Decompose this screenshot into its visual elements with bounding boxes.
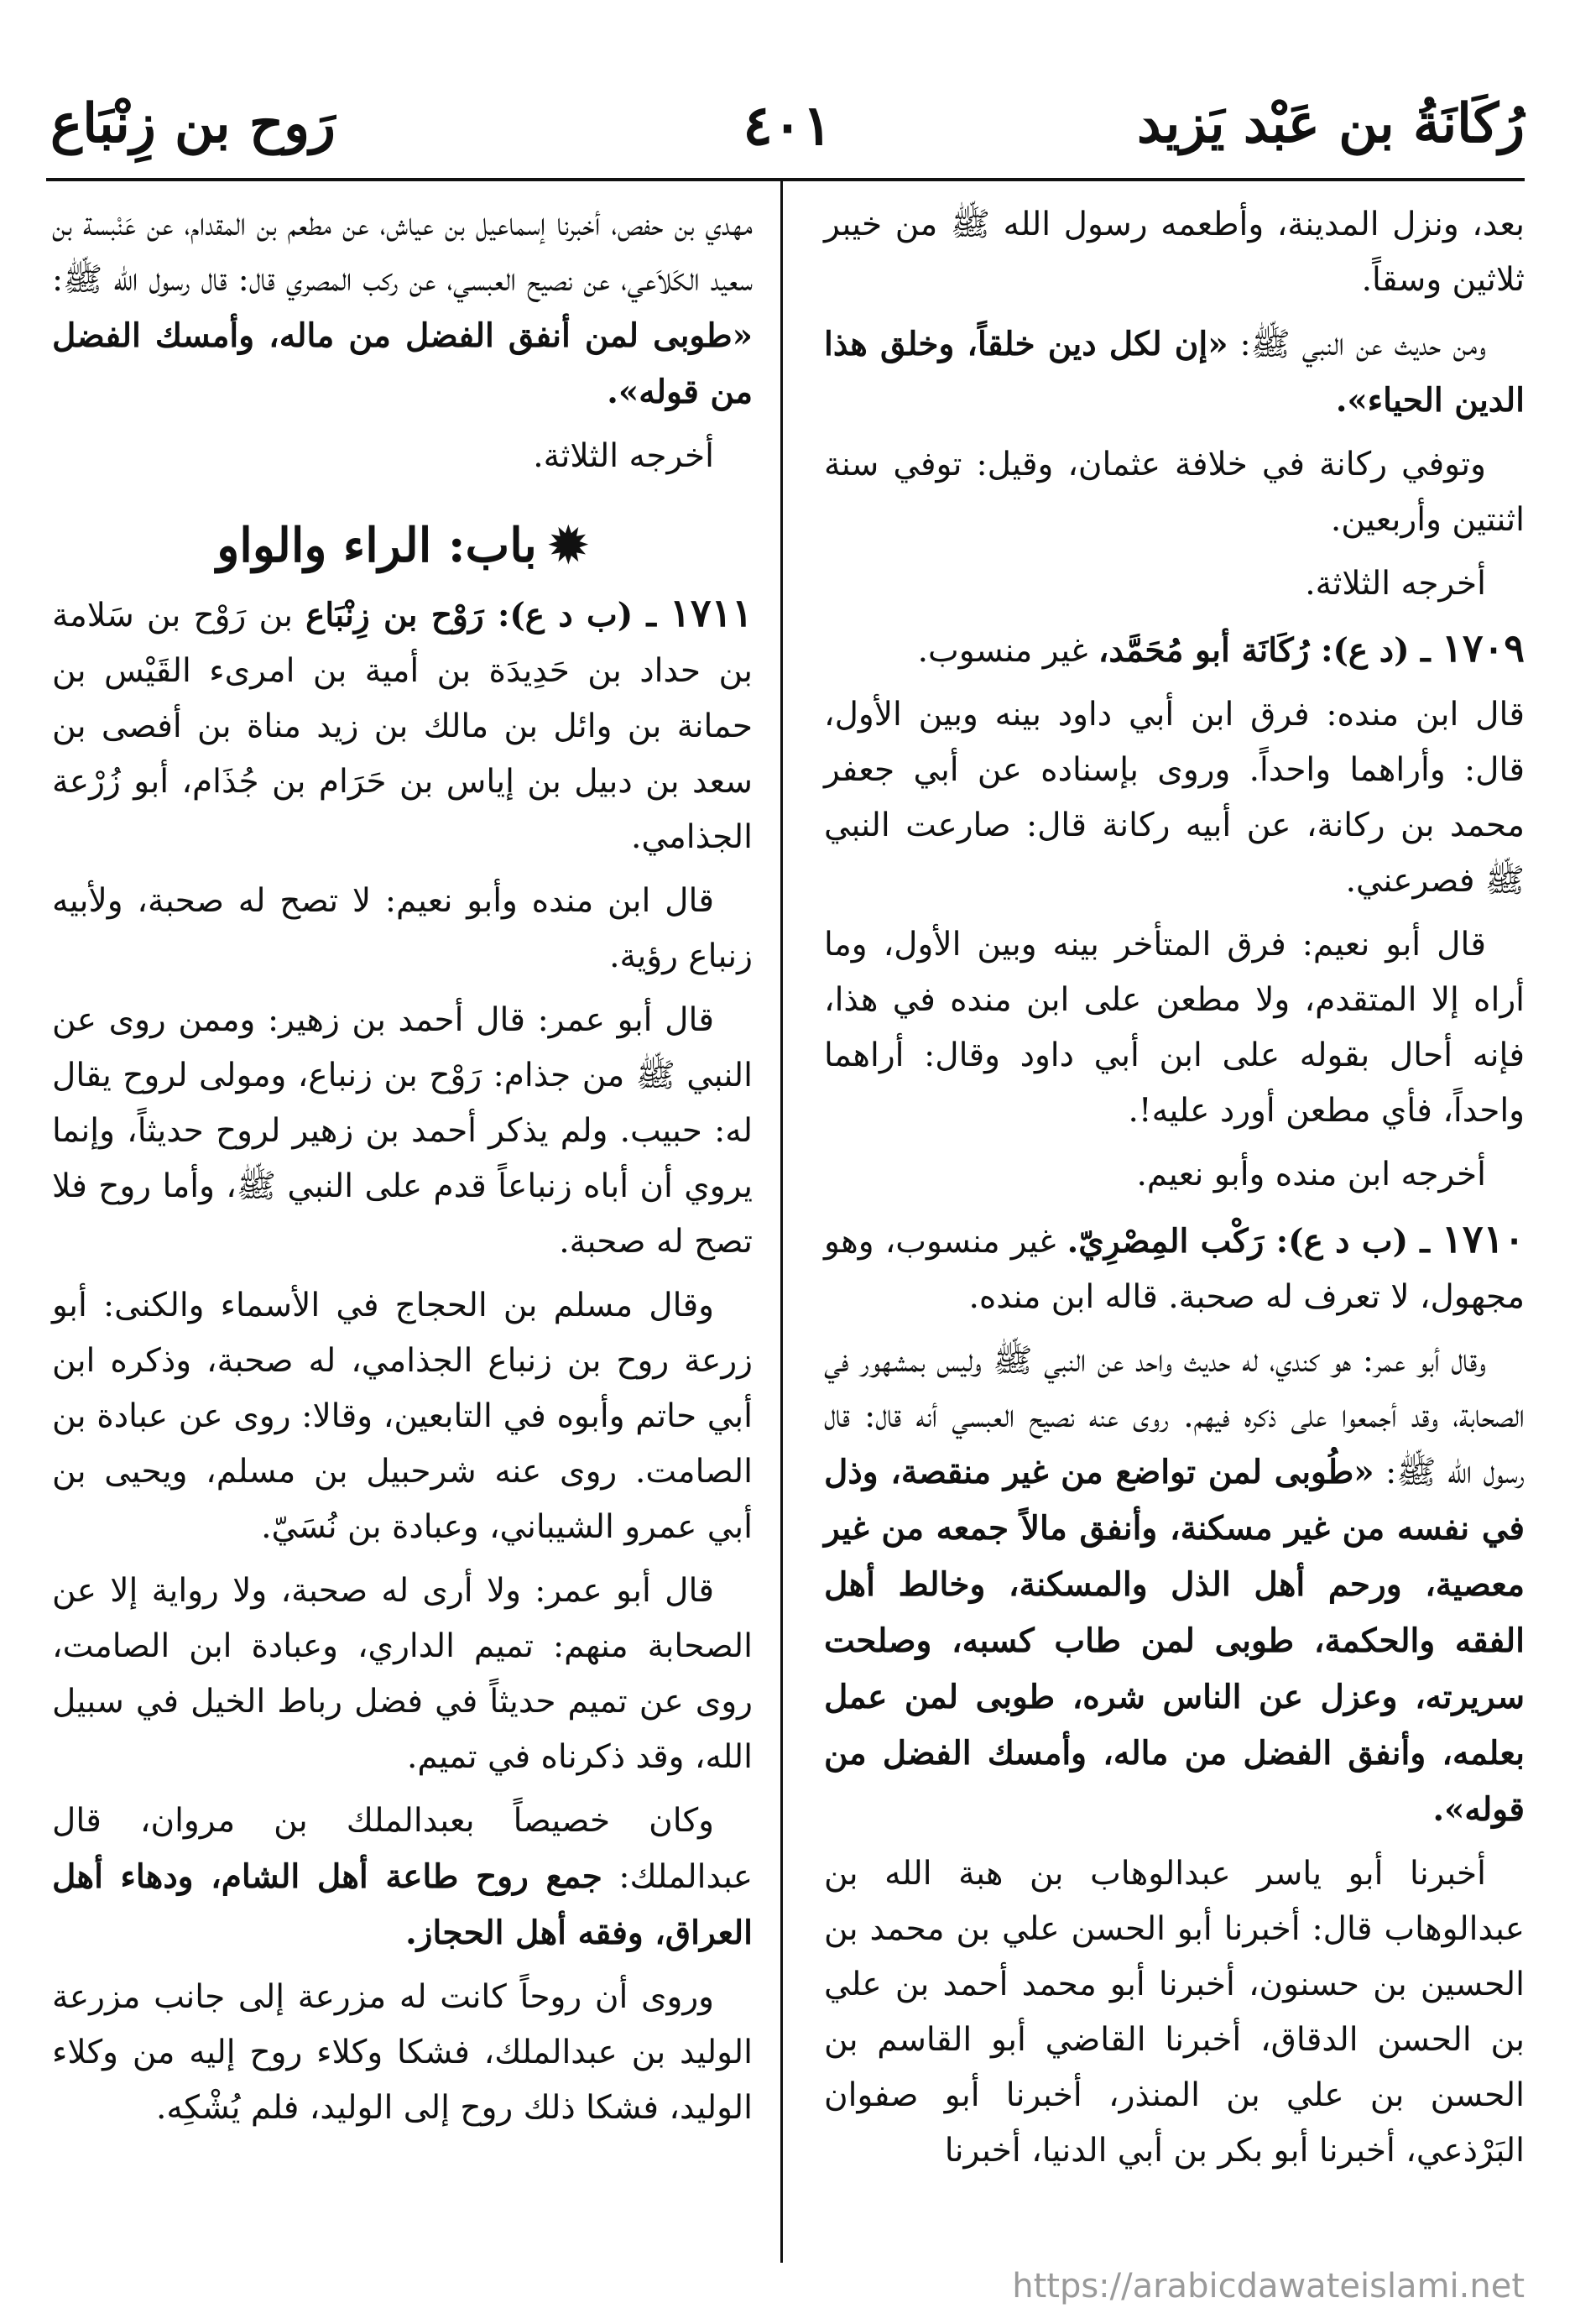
paragraph (52, 1564, 753, 1785)
paragraph-text: بن رَوْح بن سَلامة بن حداد بن حَدِيدَة بن أمية بن امرىء القَيْس بن حمانة بن وائل بن مالك بن زيد مناة بن أفصى بن سعد بن دبيل بن إياس بن حَرَام بن جُذَام، أبو زُرْعة الجذامي. (52, 597, 753, 856)
paragraph-text: ومن حديث عن النبي ﷺ: (1228, 326, 1486, 363)
paragraph-text: قال أبو نعيم: فرق المتأخر بينه وبين الأول، وما أراه إلا المتقدم، ولا مطعن على ابن منده في هذا، فإنه أحال بقوله على ابن أبي داود وقال: أراهما واحداً، فأي مطعن أورد عليه!. (824, 926, 1525, 1130)
right-column (824, 197, 1525, 2187)
paragraph (52, 1794, 753, 1961)
paragraph-text: مهدي بن حفص، أخبرنا إسماعيل بن عياش، عن مطعم بن المقدام، عن عَنْبسة بن سعيد الكَلاَعي، عن نصيح العبسي، عن ركب المصري قال: قال رسول الله ﷺ: (52, 206, 753, 299)
paragraph (824, 687, 1525, 909)
paragraph-text: قال أبو عمر: ولا أرى له صحبة، ولا رواية إلا عن الصحابة منهم: تميم الداري، وعبادة ابن الصامت، روى عن تميم حديثاً في فضل رباط الخيل في سبيل الله، وقد ذكرناه في تميم. (52, 1572, 753, 1776)
entry-paragraph (824, 620, 1525, 679)
paragraph-text: أخرجه الثلاثة. (1305, 565, 1486, 603)
page-number: ٤٠١ (743, 92, 832, 158)
paragraph (52, 1970, 753, 2136)
star-ornament-icon: ✹ (548, 518, 588, 573)
entry-paragraph (824, 1211, 1525, 1325)
hadith-quote: جمع روح طاعة أهل الشام، ودهاء أهل العراق، وفقه أهل الحجاز. (52, 1857, 753, 1952)
paragraph (824, 917, 1525, 1139)
paragraph-text: وقال مسلم بن الحجاج في الأسماء والكنى: أبو زرعة روح بن زنباع الجذامي، له صحبة، وذكره ابن أبي حاتم وأبوه في التابعين، وقالا: روى عن عبادة بن الصامت. روى عنه شرحبيل بن مسلم، ويحيى بن أبي عمرو الشيباني، وعبادة بن نُسَيّ. (52, 1287, 753, 1546)
entry-heading: ـ (ب د ع): رَوْح بن زِنْبَاع (305, 596, 670, 635)
paragraph-text: غير منسوب. (917, 632, 1098, 670)
paragraph-text: أخرجه الثلاثة. (533, 437, 714, 475)
entry-number: ١٧١٠ (1442, 1216, 1525, 1261)
paragraph-text: وقال أبو عمر: هو كندي، له حديث واحد عن النبي ﷺ وليس بمشهور في الصحابة، وقد أجمعوا على ذكره فيهم. روى عنه نصيح العبسي أنه قال: قال رسول الله ﷺ: (824, 1342, 1525, 1491)
column-divider (780, 181, 783, 2263)
header-rule (46, 178, 1525, 181)
watermark-url[interactable]: https://arabicdawateislami.net (1012, 2267, 1525, 2306)
paragraph (52, 993, 753, 1270)
paragraph (52, 197, 753, 420)
paragraph-text: قال ابن منده: فرق ابن أبي داود بينه وبين الأول، قال: وأراهما واحداً. وروى بإسناده عن أبي جعفر محمد بن ركانة، عن أبيه ركانة قال: صارعت النبي ﷺ فصرعني. (824, 696, 1525, 900)
entry-number: ١٧٠٩ (1442, 625, 1525, 671)
paragraph (824, 1846, 1525, 2179)
paragraph-text: وتوفي ركانة في خلافة عثمان، وقيل: توفي سنة اثنتين وأربعين. (824, 446, 1525, 539)
section-heading (52, 518, 753, 573)
paragraph (52, 1278, 753, 1555)
hadith-quote: «طُوبى لمن تواضع من غير منقصة، وذل في نفسه من غير مسكنة، وأنفق مالاً جمعه من غير معصية، ورحم أهل الذل والمسكنة، وخالط أهل الفقه والحكمة، طوبى لمن طاب كسبه، وصلحت سريرته، وعزل عن الناس شره، طوبى لمن عمل بعلمه، وأنفق الفضل من ماله، وأمسك الفضل من قوله». (824, 1453, 1525, 1829)
paragraph (52, 874, 753, 984)
paragraph (824, 197, 1525, 308)
left-column (52, 197, 753, 2144)
running-title-left: رَوح بن زِنْبَاع (50, 92, 336, 155)
paragraph-text: قال أبو عمر: قال أحمد بن زهير: وممن روى عن النبي ﷺ من جذام: رَوْح بن زنباع، ومولى لروح يقال له: حبيب. ولم يذكر أحمد بن زهير لروح حديثاً، وإنما يروي أن أباه زنباعاً قدم على النبي ﷺ، وأما روح فلا تصح له صحبة. (52, 1001, 753, 1261)
paragraph-text: غير منسوب، وهو مجهول، لا تعرف له صحبة. قاله ابن منده. (824, 1223, 1525, 1316)
page-header (50, 92, 1525, 185)
hadith-quote: «طوبى لمن أنفق الفضل من ماله، وأمسك الفضل من قوله». (52, 316, 753, 411)
paragraph-text: وكان خصيصاً بعبدالملك بن مروان، قال عبدالملك: (52, 1802, 754, 1896)
entry-paragraph (52, 585, 753, 865)
paragraph (824, 1334, 1525, 1838)
entry-heading: ـ (ب د ع): رَكْب المِصْرِيّ. (1067, 1222, 1442, 1261)
hadith-quote: «إن لكل دين خلقاً، وخلق هذا الدين الحياء». (824, 325, 1525, 420)
paragraph (824, 437, 1525, 548)
paragraph-text: أخبرنا أبو ياسر عبدالوهاب بن هبة الله بن عبدالوهاب قال: أخبرنا أبو الحسن علي بن محمد بن الحسين بن حسنون، أخبرنا أبو محمد أحمد بن علي بن الحسن الدقاق، أخبرنا القاضي أبو القاسم بن الحسن بن علي بن المنذر، أخبرنا أبو صفوان البَرْذعي، أخبرنا أبو بكر بن أبي الدنيا، أخبرنا (824, 1855, 1525, 2170)
paragraph-text: بعد، ونزل المدينة، وأطعمه رسول الله ﷺ من خيبر ثلاثين وسقاً. (824, 206, 1525, 299)
paragraph (824, 556, 1525, 612)
paragraph-text: وروى أن روحاً كانت له مزرعة إلى جانب مزرعة الوليد بن عبدالملك، فشكا وكلاء روح إليه من وكلاء الوليد، فشكا ذلك روح إلى الوليد، فلم يُشْكِه. (52, 1978, 753, 2127)
entry-heading: ـ (د ع): رُكَانَة أبو مُحَمَّد، (1098, 631, 1442, 670)
section-heading-text: باب: الراء والواو (216, 518, 537, 573)
paragraph-text: أخرجه ابن منده وأبو نعيم. (1136, 1156, 1486, 1193)
paragraph (824, 1147, 1525, 1203)
entry-number: ١٧١١ (670, 590, 753, 635)
paragraph-text: قال ابن منده وأبو نعيم: لا تصح له صحبة، ولأبيه زنباع رؤية. (52, 882, 753, 975)
paragraph (824, 316, 1525, 429)
paragraph (52, 429, 753, 484)
running-title-right: رُكَانَةُ بن عَبْد يَزيد (1137, 92, 1525, 155)
